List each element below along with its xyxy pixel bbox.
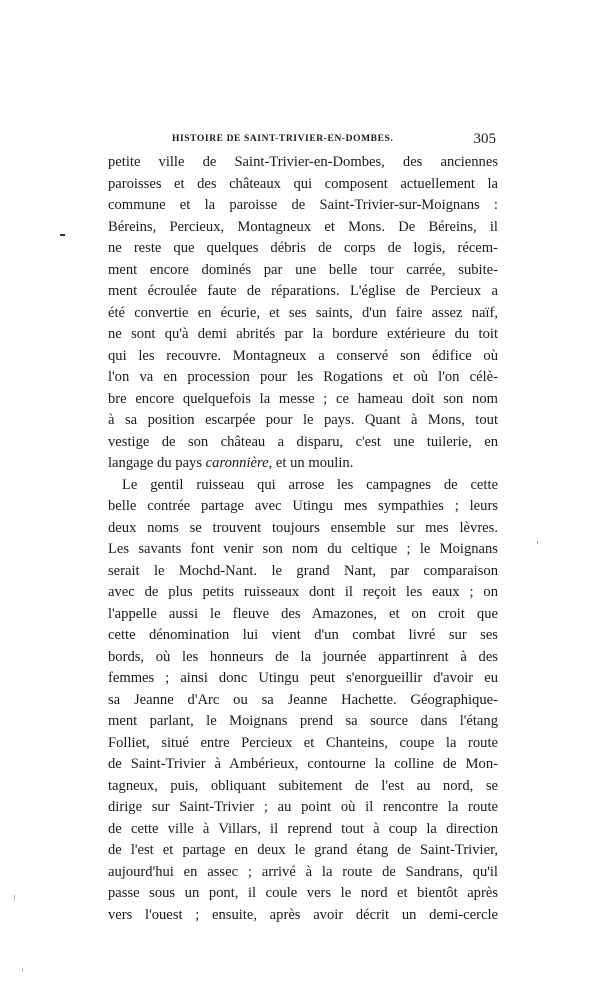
text-line: paroisses et des châteaux qui composent actuellement la	[108, 175, 498, 192]
text-line: Béreins, Percieux, Montagneux et Mons. De Béreins, il	[108, 218, 498, 235]
margin-mark	[537, 541, 538, 544]
text-line: tagneux, puis, obliquant subitement de l'est au nord, se	[108, 777, 498, 794]
text-line: de Saint-Trivier à Ambérieux, contourne la colline de Mon-	[108, 756, 498, 772]
text-line: de cette ville à Villars, il reprend tout à coup la direction	[108, 820, 498, 837]
text-line: femmes ; ainsi donc Utingu peut s'enorgueillir d'avoir eu	[108, 670, 498, 686]
paragraph-1	[108, 152, 498, 475]
text-run: langage du pays	[108, 455, 206, 471]
text-line: vers l'ouest ; ensuite, après avoir décrit un demi-cercle	[108, 906, 498, 923]
text-line: ment parlant, le Moignans prend sa source dans l'étang	[108, 713, 498, 729]
text-line: serait le Mochd-Nant. le grand Nant, par comparaison	[108, 562, 498, 579]
margin-mark	[60, 234, 65, 236]
text-line: belle contrée partage avec Utingu mes sympathies ; leurs	[108, 498, 498, 514]
text-line: ne sont qu'à demi abrités par la bordure extérieure du toit	[108, 326, 498, 342]
margin-mark	[22, 968, 23, 972]
text-line: ment encore dominés par une belle tour carrée, subite-	[108, 261, 498, 278]
text-line: cette dénomination lui vient d'un combat livré sur ses	[108, 627, 498, 643]
text-line: l'on va en procession pour les Rogations et où l'on célè-	[108, 369, 498, 385]
text-line: l'appelle aussi le fleuve des Amazones, et on croit que	[108, 605, 498, 622]
page-number: 305	[473, 131, 496, 147]
text-line: vestige de son château a disparu, c'est une tuilerie, en	[108, 433, 498, 450]
paragraph-2	[108, 475, 498, 927]
text-line: deux noms se trouvent toujours ensemble sur mes lèvres.	[108, 519, 498, 536]
text-line: petite ville de Saint-Trivier-en-Dombes, des anciennes	[108, 154, 498, 170]
margin-mark	[14, 895, 15, 901]
text-line: aujourd'hui en assec ; arrivé à la route de Sandrans, qu'il	[108, 863, 498, 880]
text-line: qui les recouvre. Montagneux a conservé son édifice où	[108, 347, 498, 364]
text-line: ne reste que quelques débris de corps de logis, récem-	[108, 240, 498, 256]
text-line: bords, où les honneurs de la journée appartinrent à des	[108, 648, 498, 665]
text-line: de l'est et partage en deux le grand étang de Saint-Trivier,	[108, 842, 498, 858]
text-line: sa Jeanne d'Arc ou sa Jeanne Hachette. Géographique-	[108, 691, 498, 708]
text-line: passe sous un pont, il coule vers le nord et bientôt après	[108, 885, 498, 901]
text-line: Folliet, situé entre Percieux et Chanteins, coupe la route	[108, 734, 498, 751]
running-head	[108, 132, 496, 150]
body-text	[108, 152, 498, 926]
text-run: , et un moulin.	[268, 455, 354, 471]
text-line: à sa position escarpée pour le pays. Quant à Mons, tout	[108, 412, 498, 428]
text-line: avec de plus petits ruisseaux dont il reçoit les eaux ; on	[108, 584, 498, 600]
italic-word: caronnière	[205, 455, 269, 471]
text-line: ment écroulée faute de réparations. L'église de Percieux a	[108, 283, 498, 299]
running-title: HISTOIRE DE SAINT-TRIVIER-EN-DOMBES.	[172, 134, 394, 144]
text-line: commune et la paroisse de Saint-Trivier-sur-Moignans :	[108, 197, 498, 213]
text-line: été convertie en écurie, et ses saints, d'un faire assez naïf,	[108, 304, 498, 321]
text-line: dirige sur Saint-Trivier ; au point où il rencontre la route	[108, 799, 498, 815]
text-line-indented: Le gentil ruisseau qui arrose les campagnes de cette	[122, 476, 498, 493]
text-line-last	[108, 453, 498, 475]
text-line: bre encore quelquefois la messe ; ce hameau doit son nom	[108, 390, 498, 407]
text-line: Les savants font venir son nom du celtique ; le Moignans	[108, 541, 498, 557]
